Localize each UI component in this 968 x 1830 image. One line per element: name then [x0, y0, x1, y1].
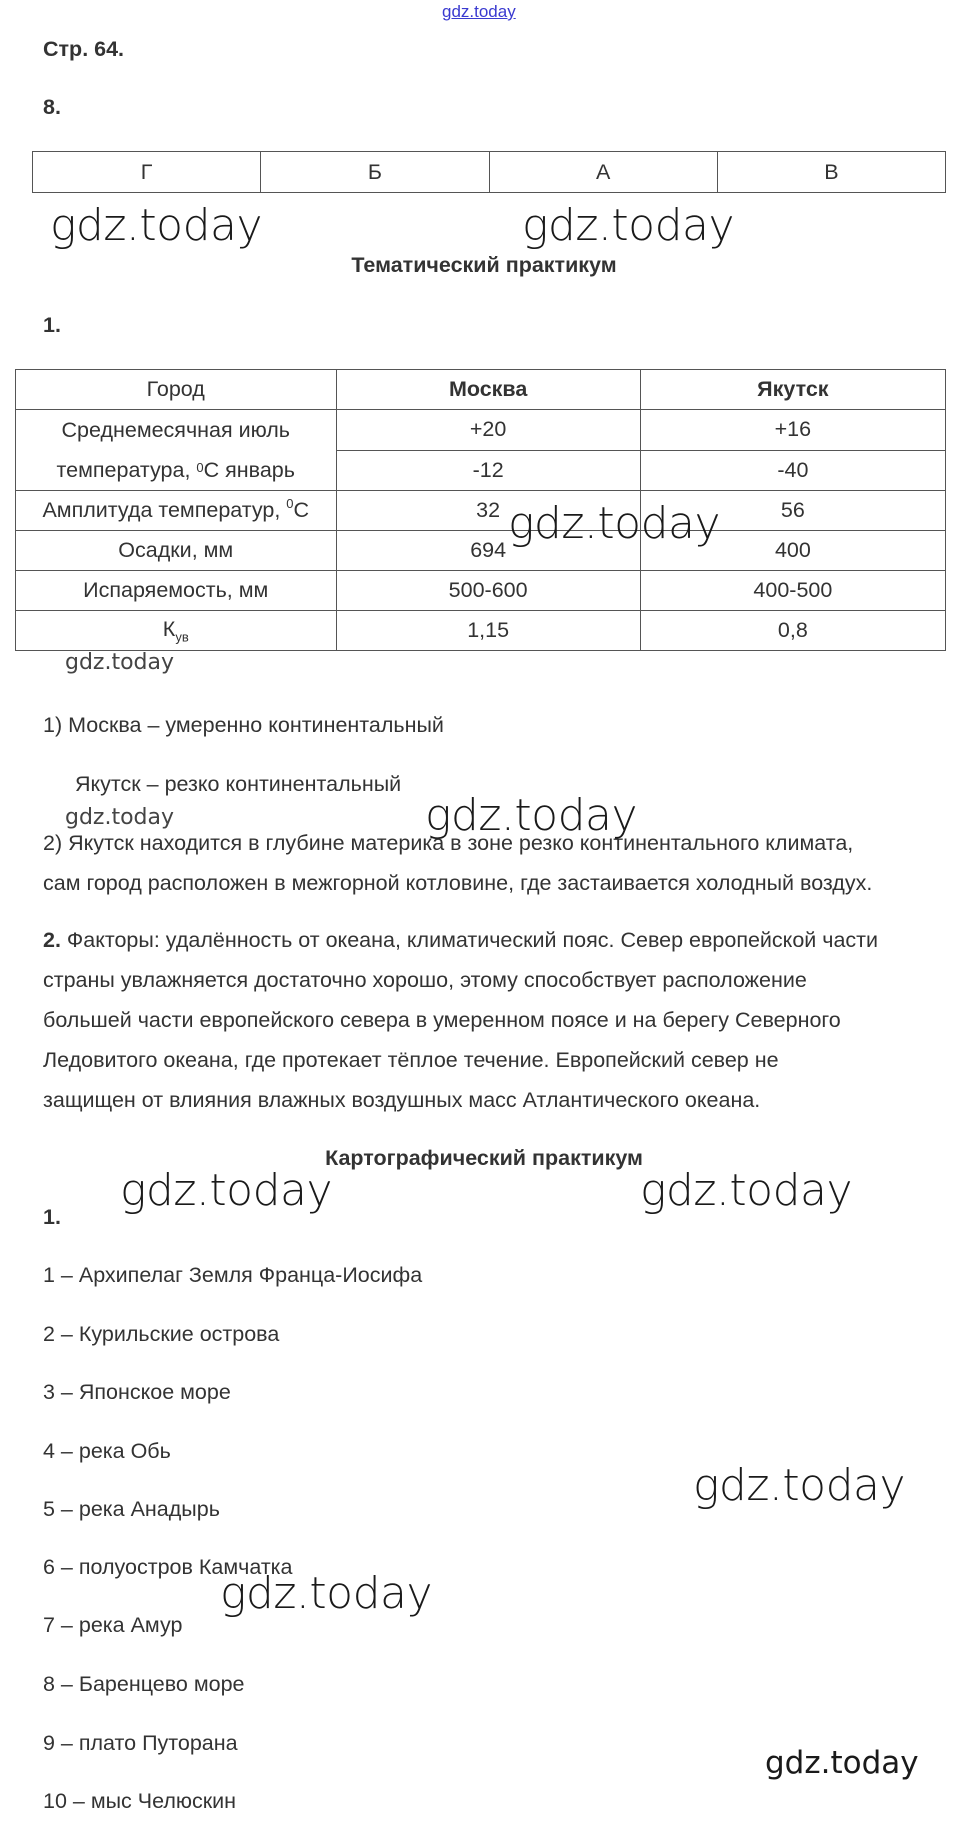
header-city: Город — [16, 370, 337, 410]
table-row — [16, 531, 946, 571]
list-item: 2 – Курильские острова — [43, 1322, 280, 1346]
kuv-moscow: 1,15 — [336, 611, 640, 651]
precipitation-moscow: 694 — [336, 531, 640, 571]
watermark: gdz.today — [693, 1460, 906, 1511]
section2-task-number: 1. — [43, 1205, 61, 1229]
table-row — [16, 491, 946, 531]
task2-line: Ледовитого океана, где протекает тёплое течение. Европейский север не — [43, 1048, 779, 1072]
list-item: 4 – река Обь — [43, 1439, 171, 1463]
answer-cell: В — [717, 152, 945, 193]
list-item: 10 – мыс Челюскин — [43, 1789, 237, 1813]
evaporation-label: Испаряемость, мм — [16, 571, 337, 611]
answer2-line: 2) Якутск находится в глубине материка в зоне резко континентального климата, — [43, 831, 854, 855]
watermark: gdz.today — [65, 805, 175, 830]
kuv-yakutsk: 0,8 — [640, 611, 945, 651]
table-row — [33, 152, 946, 193]
watermark: gdz.today — [65, 650, 175, 675]
table-row — [16, 370, 946, 410]
answer-table — [32, 151, 946, 193]
task-8-number: 8. — [43, 95, 61, 119]
answer-cell: Б — [261, 152, 489, 193]
temperature-label-cell — [16, 410, 337, 491]
task2-line: защищен от влияния влажных воздушных масс Атлантического океана. — [43, 1088, 761, 1112]
table-row — [16, 611, 946, 651]
evaporation-moscow: 500-600 — [336, 571, 640, 611]
answer-cell: Г — [33, 152, 261, 193]
precipitation-label: Осадки, мм — [16, 531, 337, 571]
watermark: gdz.today — [522, 200, 735, 251]
july-moscow: +20 — [336, 410, 640, 451]
task2-line: страны увлажняется достаточно хорошо, этому способствует расположение — [43, 968, 807, 992]
list-item: 8 – Баренцево море — [43, 1672, 245, 1696]
task2-paragraph — [43, 920, 878, 1120]
answer-cell: А — [489, 152, 717, 193]
watermark: gdz.today — [120, 1165, 333, 1216]
table-row — [16, 571, 946, 611]
watermark: gdz.today — [50, 200, 263, 251]
list-item: 5 – река Анадырь — [43, 1497, 220, 1521]
evaporation-yakutsk: 400-500 — [640, 571, 945, 611]
list-item: 1 – Архипелаг Земля Франца-Иосифа — [43, 1263, 423, 1287]
amplitude-moscow: 32 — [336, 491, 640, 531]
january-moscow: -12 — [336, 450, 640, 491]
precipitation-yakutsk: 400 — [640, 531, 945, 571]
climate-table — [15, 369, 946, 651]
header-moscow: Москва — [336, 370, 640, 410]
watermark: gdz.today — [220, 1568, 433, 1619]
task2-line: большей части европейского севера в умеренном поясе и на берегу Северного — [43, 1008, 841, 1032]
list-item: 3 – Японское море — [43, 1380, 231, 1404]
page-label: Стр. 64. — [43, 37, 125, 61]
answer2-line: сам город расположен в межгорной котловине, где застаивается холодный воздух. — [43, 871, 873, 895]
temperature-label-line1: Среднемесячная июль — [61, 418, 291, 442]
list-item: 9 – плато Путорана — [43, 1731, 238, 1755]
answer1-moscow: 1) Москва – умеренно континентальный — [43, 713, 444, 737]
answer2-paragraph — [43, 823, 872, 903]
amplitude-label: Амплитуда температур, $^0$С — [16, 491, 337, 531]
task2-line: 2. Факторы: удалённость от океана, климатический пояс. Север европейской части — [43, 928, 879, 952]
watermark: gdz.today — [765, 1745, 919, 1781]
section-title-cartographic: Картографический практикум — [325, 1146, 643, 1170]
watermark: gdz.today — [508, 498, 721, 549]
kuv-label: $К_{ув}$ — [16, 611, 337, 651]
temperature-label-line2: температура, $^0$С январь — [56, 458, 295, 482]
watermark: gdz.today — [640, 1165, 853, 1216]
table-row — [16, 410, 946, 451]
section-title-thematic: Тематический практикум — [351, 253, 617, 277]
january-yakutsk: -40 — [640, 450, 945, 491]
july-yakutsk: +16 — [640, 410, 945, 451]
answer1-yakutsk: Якутск – резко континентальный — [75, 772, 402, 796]
watermark: gdz.today — [425, 790, 638, 841]
header-yakutsk: Якутск — [640, 370, 945, 410]
list-item: 6 – полуостров Камчатка — [43, 1555, 293, 1579]
list-item: 7 – река Амур — [43, 1613, 183, 1637]
section1-task-number: 1. — [43, 313, 61, 337]
watermark-link[interactable]: gdz.today — [442, 2, 516, 21]
amplitude-yakutsk: 56 — [640, 491, 945, 531]
